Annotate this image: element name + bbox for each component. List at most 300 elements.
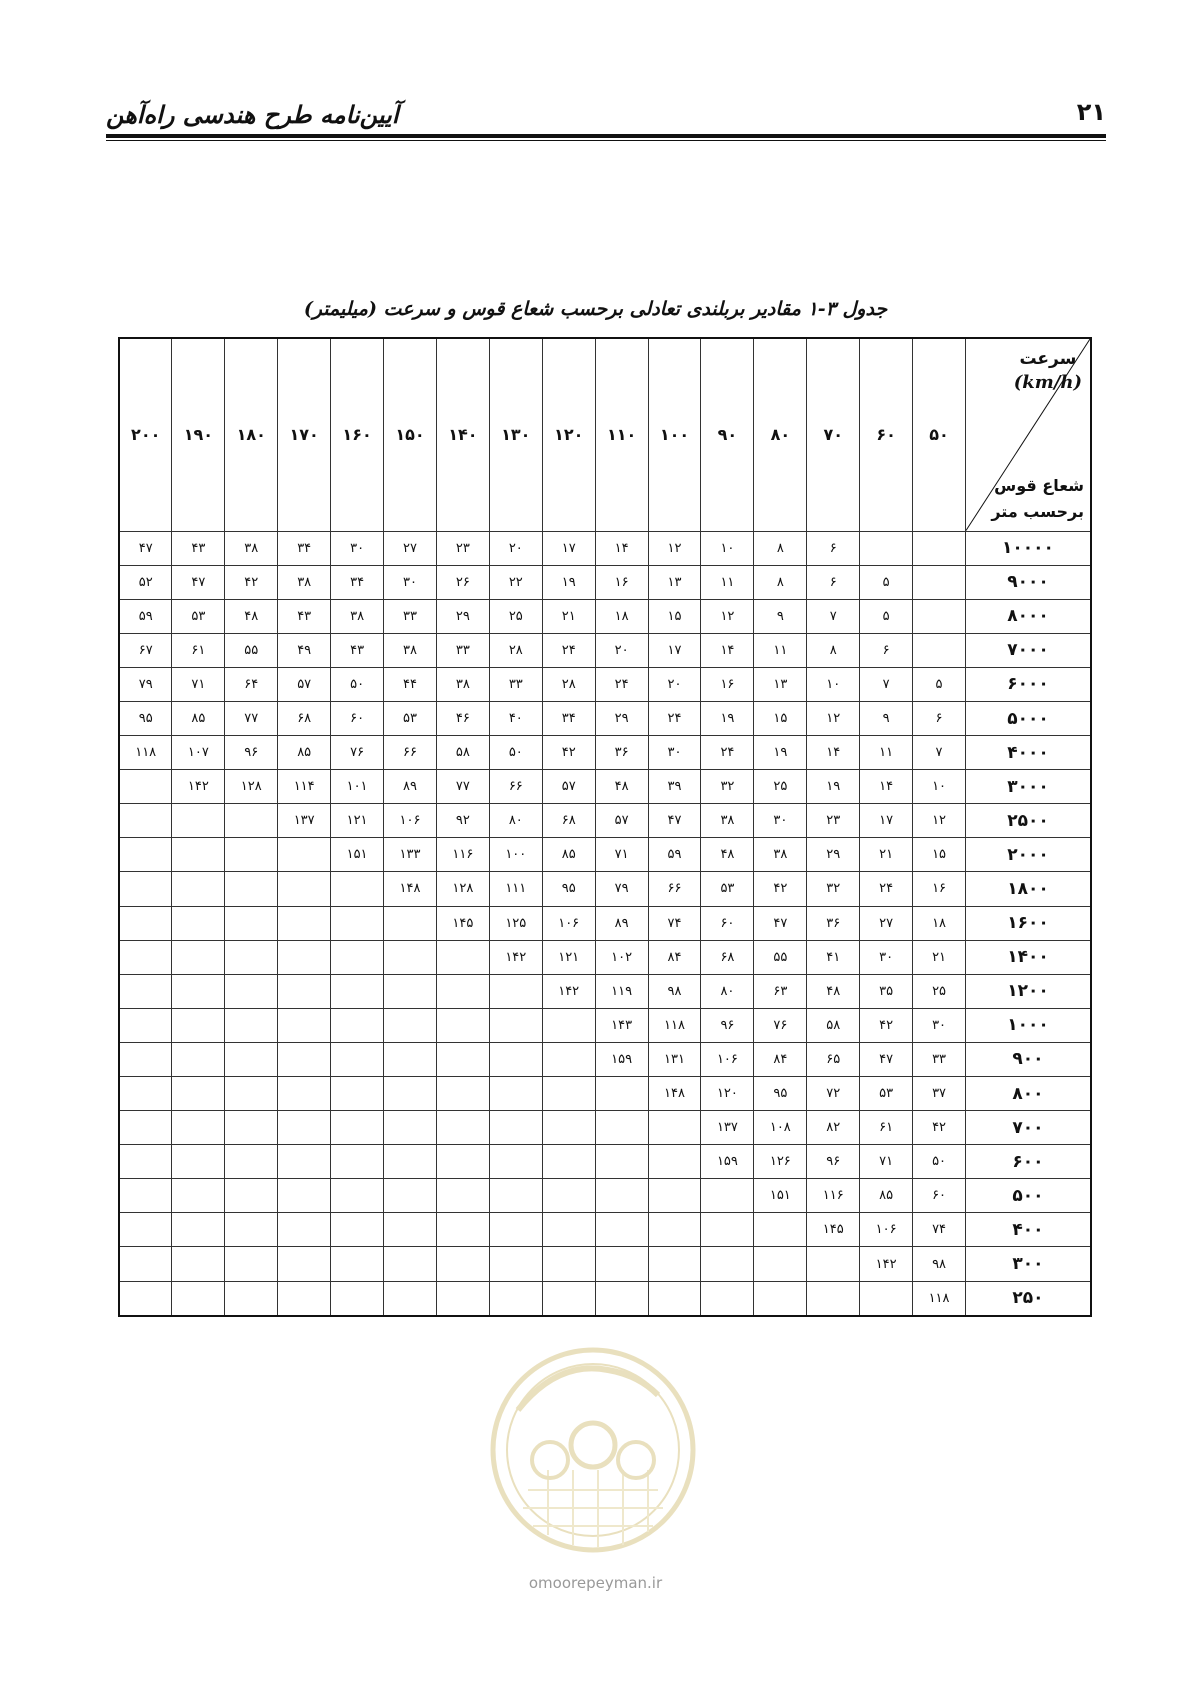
table-row bbox=[119, 599, 1091, 633]
value-cell bbox=[384, 906, 437, 940]
radius-cell: ۸۰۰۰ bbox=[966, 599, 1092, 633]
value-cell: ۱۴۸ bbox=[384, 872, 437, 906]
value-cell: ۱۵ bbox=[754, 701, 807, 735]
table-row bbox=[119, 1042, 1091, 1076]
value-cell bbox=[542, 1213, 595, 1247]
speed-header-cell: ۸۰ bbox=[754, 338, 807, 531]
value-cell: ۱۴۲ bbox=[542, 974, 595, 1008]
value-cell bbox=[489, 1008, 542, 1042]
value-cell: ۱۰ bbox=[913, 770, 966, 804]
value-cell bbox=[384, 1145, 437, 1179]
value-cell: ۹۵ bbox=[754, 1077, 807, 1111]
value-cell bbox=[119, 1111, 172, 1145]
value-cell: ۱۸ bbox=[913, 906, 966, 940]
value-cell bbox=[278, 1213, 331, 1247]
value-cell bbox=[225, 1281, 278, 1316]
value-cell: ۸۰ bbox=[489, 804, 542, 838]
speed-header-cell: ۱۷۰ bbox=[278, 338, 331, 531]
value-cell: ۸۴ bbox=[648, 940, 701, 974]
value-cell: ۱۱۶ bbox=[436, 838, 489, 872]
value-cell: ۴۲ bbox=[542, 736, 595, 770]
value-cell bbox=[595, 1247, 648, 1281]
value-cell: ۱۲ bbox=[807, 701, 860, 735]
value-cell bbox=[384, 940, 437, 974]
value-cell bbox=[436, 1111, 489, 1145]
value-cell bbox=[119, 974, 172, 1008]
value-cell bbox=[542, 1145, 595, 1179]
value-cell: ۹۸ bbox=[648, 974, 701, 1008]
value-cell: ۷ bbox=[913, 736, 966, 770]
value-cell: ۴۲ bbox=[754, 872, 807, 906]
value-cell: ۲۹ bbox=[436, 599, 489, 633]
value-cell bbox=[595, 1179, 648, 1213]
value-cell: ۱۴ bbox=[807, 736, 860, 770]
value-cell: ۹۶ bbox=[807, 1145, 860, 1179]
value-cell bbox=[648, 1111, 701, 1145]
value-cell bbox=[384, 1008, 437, 1042]
value-cell: ۹۶ bbox=[701, 1008, 754, 1042]
value-cell bbox=[278, 974, 331, 1008]
value-cell bbox=[436, 940, 489, 974]
value-cell bbox=[648, 1179, 701, 1213]
value-cell: ۳۰ bbox=[913, 1008, 966, 1042]
value-cell: ۳۰ bbox=[860, 940, 913, 974]
radius-cell: ۷۰۰۰ bbox=[966, 633, 1092, 667]
value-cell: ۲۴ bbox=[648, 701, 701, 735]
value-cell: ۳۰ bbox=[384, 565, 437, 599]
table-row bbox=[119, 1077, 1091, 1111]
value-cell: ۱۳ bbox=[648, 565, 701, 599]
corner-radius-label bbox=[991, 473, 1084, 525]
value-cell: ۱۲ bbox=[913, 804, 966, 838]
value-cell: ۱۰۸ bbox=[754, 1111, 807, 1145]
value-cell bbox=[119, 1213, 172, 1247]
value-cell: ۹۲ bbox=[436, 804, 489, 838]
value-cell: ۱۹ bbox=[807, 770, 860, 804]
value-cell bbox=[542, 1179, 595, 1213]
value-cell bbox=[542, 1008, 595, 1042]
value-cell bbox=[119, 1042, 172, 1076]
value-cell bbox=[278, 940, 331, 974]
value-cell: ۳۸ bbox=[754, 838, 807, 872]
value-cell: ۴۷ bbox=[754, 906, 807, 940]
value-cell bbox=[331, 872, 384, 906]
value-cell: ۵۳ bbox=[172, 599, 225, 633]
value-cell: ۳۷ bbox=[913, 1077, 966, 1111]
value-cell: ۳۰ bbox=[754, 804, 807, 838]
value-cell bbox=[331, 1111, 384, 1145]
value-cell: ۶۷ bbox=[119, 633, 172, 667]
value-cell: ۱۲۰ bbox=[701, 1077, 754, 1111]
radius-cell: ۳۰۰۰ bbox=[966, 770, 1092, 804]
value-cell: ۶۴ bbox=[225, 667, 278, 701]
radius-cell: ۵۰۰ bbox=[966, 1179, 1092, 1213]
value-cell: ۲۴ bbox=[701, 736, 754, 770]
value-cell bbox=[595, 1077, 648, 1111]
value-cell: ۹۵ bbox=[542, 872, 595, 906]
value-cell bbox=[278, 838, 331, 872]
value-cell bbox=[119, 872, 172, 906]
value-cell bbox=[331, 1213, 384, 1247]
value-cell: ۱۶ bbox=[913, 872, 966, 906]
value-cell bbox=[384, 974, 437, 1008]
value-cell bbox=[913, 633, 966, 667]
table-row bbox=[119, 1281, 1091, 1316]
value-cell bbox=[119, 770, 172, 804]
radius-cell: ۹۰۰۰ bbox=[966, 565, 1092, 599]
value-cell: ۸۵ bbox=[542, 838, 595, 872]
header-rule-thick bbox=[106, 134, 1106, 138]
value-cell: ۸۲ bbox=[807, 1111, 860, 1145]
value-cell bbox=[648, 1247, 701, 1281]
value-cell: ۱۴۳ bbox=[595, 1008, 648, 1042]
value-cell: ۶ bbox=[860, 633, 913, 667]
value-cell: ۱۱۹ bbox=[595, 974, 648, 1008]
value-cell: ۳۴ bbox=[331, 565, 384, 599]
value-cell: ۱۰۶ bbox=[860, 1213, 913, 1247]
value-cell bbox=[331, 1281, 384, 1316]
value-cell: ۱۱۸ bbox=[913, 1281, 966, 1316]
watermark-gear-right-icon bbox=[618, 1442, 654, 1478]
speed-header-cell: ۱۹۰ bbox=[172, 338, 225, 531]
value-cell: ۳۸ bbox=[278, 565, 331, 599]
value-cell: ۵۷ bbox=[278, 667, 331, 701]
speed-header-cell: ۷۰ bbox=[807, 338, 860, 531]
watermark-gear-center-icon bbox=[571, 1423, 615, 1467]
value-cell bbox=[384, 1077, 437, 1111]
value-cell bbox=[278, 906, 331, 940]
value-cell: ۲۱ bbox=[542, 599, 595, 633]
value-cell: ۱۲ bbox=[648, 531, 701, 565]
value-cell: ۵۵ bbox=[754, 940, 807, 974]
value-cell: ۴۹ bbox=[278, 633, 331, 667]
value-cell: ۵۰ bbox=[913, 1145, 966, 1179]
page-header bbox=[106, 98, 1106, 138]
value-cell bbox=[807, 1281, 860, 1316]
value-cell: ۹ bbox=[860, 701, 913, 735]
value-cell bbox=[172, 1111, 225, 1145]
value-cell: ۱۹ bbox=[701, 701, 754, 735]
value-cell: ۲۵ bbox=[489, 599, 542, 633]
value-cell: ۷۷ bbox=[225, 701, 278, 735]
value-cell: ۴۲ bbox=[225, 565, 278, 599]
value-cell: ۱۱۴ bbox=[278, 770, 331, 804]
value-cell bbox=[913, 565, 966, 599]
value-cell: ۱۵۱ bbox=[754, 1179, 807, 1213]
value-cell bbox=[225, 872, 278, 906]
value-cell: ۳۸ bbox=[225, 531, 278, 565]
table-row bbox=[119, 872, 1091, 906]
value-cell bbox=[172, 1179, 225, 1213]
watermark-url: omoorepeyman.ir bbox=[528, 1574, 663, 1592]
value-cell bbox=[331, 1042, 384, 1076]
value-cell: ۳۲ bbox=[807, 872, 860, 906]
value-cell bbox=[331, 1247, 384, 1281]
value-cell bbox=[172, 1042, 225, 1076]
speed-header-row bbox=[119, 338, 1091, 531]
radius-cell: ۴۰۰۰ bbox=[966, 736, 1092, 770]
value-cell bbox=[384, 1111, 437, 1145]
value-cell bbox=[754, 1213, 807, 1247]
value-cell bbox=[384, 1281, 437, 1316]
value-cell bbox=[119, 804, 172, 838]
speed-header-cell: ۱۰۰ bbox=[648, 338, 701, 531]
value-cell: ۸۹ bbox=[595, 906, 648, 940]
value-cell: ۳۳ bbox=[913, 1042, 966, 1076]
value-cell: ۱۱ bbox=[701, 565, 754, 599]
value-cell: ۶ bbox=[913, 701, 966, 735]
value-cell: ۱۷ bbox=[860, 804, 913, 838]
value-cell bbox=[542, 1077, 595, 1111]
value-cell bbox=[278, 872, 331, 906]
table-row bbox=[119, 838, 1091, 872]
value-cell bbox=[701, 1179, 754, 1213]
value-cell: ۲۷ bbox=[384, 531, 437, 565]
value-cell: ۵ bbox=[913, 667, 966, 701]
value-cell: ۱۱ bbox=[860, 736, 913, 770]
value-cell bbox=[701, 1213, 754, 1247]
value-cell bbox=[225, 1111, 278, 1145]
value-cell: ۶۵ bbox=[807, 1042, 860, 1076]
value-cell bbox=[331, 1077, 384, 1111]
value-cell: ۵ bbox=[860, 565, 913, 599]
value-cell bbox=[172, 906, 225, 940]
value-cell bbox=[172, 1145, 225, 1179]
value-cell: ۲۱ bbox=[913, 940, 966, 974]
value-cell: ۱۴ bbox=[595, 531, 648, 565]
speed-label: سرعت bbox=[1019, 349, 1077, 369]
value-cell: ۳۴ bbox=[542, 701, 595, 735]
value-cell: ۳۲ bbox=[701, 770, 754, 804]
value-cell: ۹ bbox=[754, 599, 807, 633]
value-cell: ۴۲ bbox=[913, 1111, 966, 1145]
radius-cell: ۳۰۰ bbox=[966, 1247, 1092, 1281]
value-cell: ۱۳۳ bbox=[384, 838, 437, 872]
value-cell bbox=[489, 1281, 542, 1316]
value-cell: ۴۷ bbox=[648, 804, 701, 838]
value-cell: ۸ bbox=[807, 633, 860, 667]
value-cell bbox=[595, 1281, 648, 1316]
table-row bbox=[119, 1145, 1091, 1179]
value-cell bbox=[278, 1281, 331, 1316]
value-cell: ۱۲۸ bbox=[436, 872, 489, 906]
radius-label-line2: برحسب متر bbox=[991, 501, 1084, 521]
value-cell bbox=[225, 1077, 278, 1111]
value-cell bbox=[225, 1247, 278, 1281]
value-cell bbox=[172, 1247, 225, 1281]
value-cell: ۶۰ bbox=[701, 906, 754, 940]
value-cell: ۷۹ bbox=[119, 667, 172, 701]
value-cell: ۶ bbox=[807, 565, 860, 599]
value-cell: ۳۸ bbox=[701, 804, 754, 838]
value-cell: ۷۹ bbox=[595, 872, 648, 906]
value-cell: ۲۰ bbox=[595, 633, 648, 667]
value-cell: ۵۷ bbox=[595, 804, 648, 838]
value-cell: ۱۹ bbox=[542, 565, 595, 599]
value-cell bbox=[119, 940, 172, 974]
radius-cell: ۶۰۰۰ bbox=[966, 667, 1092, 701]
radius-cell: ۲۵۰ bbox=[966, 1281, 1092, 1316]
value-cell: ۴۸ bbox=[225, 599, 278, 633]
value-cell bbox=[436, 1145, 489, 1179]
value-cell: ۱۴۸ bbox=[648, 1077, 701, 1111]
table-row bbox=[119, 531, 1091, 565]
value-cell bbox=[278, 1008, 331, 1042]
value-cell: ۴۰ bbox=[489, 701, 542, 735]
value-cell: ۸ bbox=[754, 565, 807, 599]
value-cell bbox=[489, 1247, 542, 1281]
value-cell: ۷۱ bbox=[595, 838, 648, 872]
value-cell: ۳۹ bbox=[648, 770, 701, 804]
value-cell: ۱۰ bbox=[701, 531, 754, 565]
value-cell bbox=[648, 1145, 701, 1179]
header-rule-thin bbox=[106, 140, 1106, 141]
table-row bbox=[119, 1008, 1091, 1042]
value-cell: ۳۳ bbox=[436, 633, 489, 667]
value-cell bbox=[331, 940, 384, 974]
value-cell bbox=[542, 1111, 595, 1145]
value-cell: ۱۷ bbox=[542, 531, 595, 565]
table-row bbox=[119, 770, 1091, 804]
value-cell: ۱۳۷ bbox=[278, 804, 331, 838]
value-cell: ۲۶ bbox=[436, 565, 489, 599]
value-cell: ۱۵۱ bbox=[331, 838, 384, 872]
value-cell bbox=[225, 1213, 278, 1247]
speed-header-cell: ۱۴۰ bbox=[436, 338, 489, 531]
value-cell: ۶۱ bbox=[860, 1111, 913, 1145]
table-row bbox=[119, 1247, 1091, 1281]
value-cell bbox=[436, 974, 489, 1008]
value-cell: ۴۸ bbox=[701, 838, 754, 872]
value-cell: ۷۴ bbox=[913, 1213, 966, 1247]
value-cell: ۸۵ bbox=[278, 736, 331, 770]
value-cell: ۹۵ bbox=[119, 701, 172, 735]
value-cell bbox=[436, 1213, 489, 1247]
value-cell bbox=[172, 974, 225, 1008]
header-title: آیین‌نامه طرح هندسی راه‌آهن bbox=[106, 100, 399, 129]
radius-cell: ۵۰۰۰ bbox=[966, 701, 1092, 735]
value-cell bbox=[278, 1111, 331, 1145]
value-cell: ۵۳ bbox=[701, 872, 754, 906]
value-cell: ۶۰ bbox=[331, 701, 384, 735]
value-cell: ۱۵۹ bbox=[701, 1145, 754, 1179]
value-cell bbox=[172, 1281, 225, 1316]
value-cell: ۶۶ bbox=[648, 872, 701, 906]
value-cell: ۲۷ bbox=[860, 906, 913, 940]
table-row bbox=[119, 940, 1091, 974]
value-cell: ۱۵ bbox=[913, 838, 966, 872]
radius-cell: ۹۰۰ bbox=[966, 1042, 1092, 1076]
value-cell bbox=[119, 838, 172, 872]
speed-header-cell: ۵۰ bbox=[913, 338, 966, 531]
value-cell: ۶۶ bbox=[489, 770, 542, 804]
value-cell: ۵۸ bbox=[436, 736, 489, 770]
value-cell: ۶۳ bbox=[754, 974, 807, 1008]
value-cell: ۲۸ bbox=[542, 667, 595, 701]
value-cell bbox=[119, 1247, 172, 1281]
value-cell bbox=[172, 804, 225, 838]
value-cell bbox=[172, 940, 225, 974]
value-cell bbox=[119, 1179, 172, 1213]
value-cell: ۲۵ bbox=[754, 770, 807, 804]
value-cell bbox=[331, 906, 384, 940]
speed-header-cell: ۲۰۰ bbox=[119, 338, 172, 531]
speed-header-cell: ۱۲۰ bbox=[542, 338, 595, 531]
value-cell: ۵۲ bbox=[119, 565, 172, 599]
radius-cell: ۱۴۰۰ bbox=[966, 940, 1092, 974]
value-cell bbox=[489, 974, 542, 1008]
value-cell: ۳۵ bbox=[860, 974, 913, 1008]
value-cell: ۸۰ bbox=[701, 974, 754, 1008]
radius-cell: ۶۰۰ bbox=[966, 1145, 1092, 1179]
value-cell: ۲۵ bbox=[913, 974, 966, 1008]
value-cell: ۹۸ bbox=[913, 1247, 966, 1281]
table-row bbox=[119, 804, 1091, 838]
corner-header-cell bbox=[966, 338, 1092, 531]
speed-header-cell: ۱۱۰ bbox=[595, 338, 648, 531]
value-cell: ۳۴ bbox=[278, 531, 331, 565]
value-cell: ۵۹ bbox=[648, 838, 701, 872]
value-cell bbox=[172, 1008, 225, 1042]
value-cell bbox=[119, 1008, 172, 1042]
value-cell: ۵۰ bbox=[331, 667, 384, 701]
value-cell: ۸۴ bbox=[754, 1042, 807, 1076]
value-cell: ۲۱ bbox=[860, 838, 913, 872]
value-cell: ۵۵ bbox=[225, 633, 278, 667]
value-cell: ۴۶ bbox=[436, 701, 489, 735]
value-cell bbox=[542, 1042, 595, 1076]
value-cell: ۲۳ bbox=[807, 804, 860, 838]
value-cell bbox=[119, 906, 172, 940]
value-cell: ۸۵ bbox=[172, 701, 225, 735]
value-cell: ۱۴۲ bbox=[860, 1247, 913, 1281]
value-cell bbox=[489, 1179, 542, 1213]
table-row bbox=[119, 736, 1091, 770]
watermark-gear-left-icon bbox=[532, 1442, 568, 1478]
value-cell bbox=[384, 1213, 437, 1247]
value-cell bbox=[595, 1145, 648, 1179]
radius-cell: ۲۰۰۰ bbox=[966, 838, 1092, 872]
value-cell: ۲۰ bbox=[489, 531, 542, 565]
value-cell: ۵۸ bbox=[807, 1008, 860, 1042]
value-cell: ۵۹ bbox=[119, 599, 172, 633]
value-cell: ۲۹ bbox=[807, 838, 860, 872]
value-cell bbox=[595, 1111, 648, 1145]
value-cell: ۱۳۷ bbox=[701, 1111, 754, 1145]
value-cell bbox=[225, 1042, 278, 1076]
value-cell bbox=[278, 1145, 331, 1179]
value-cell: ۲۴ bbox=[595, 667, 648, 701]
radius-cell: ۱۲۰۰ bbox=[966, 974, 1092, 1008]
radius-cell: ۱۶۰۰ bbox=[966, 906, 1092, 940]
radius-cell: ۱۸۰۰ bbox=[966, 872, 1092, 906]
value-cell bbox=[278, 1042, 331, 1076]
value-cell bbox=[754, 1247, 807, 1281]
value-cell bbox=[648, 1281, 701, 1316]
value-cell bbox=[172, 838, 225, 872]
value-cell: ۱۶ bbox=[595, 565, 648, 599]
value-cell bbox=[331, 1008, 384, 1042]
radius-label-line1: شعاع قوس bbox=[994, 475, 1084, 495]
value-cell: ۷ bbox=[860, 667, 913, 701]
value-cell bbox=[225, 1145, 278, 1179]
value-cell: ۸۵ bbox=[860, 1179, 913, 1213]
value-cell: ۱۰۰ bbox=[489, 838, 542, 872]
corner-speed-label bbox=[1014, 347, 1082, 395]
value-cell: ۶۱ bbox=[172, 633, 225, 667]
value-cell: ۴۱ bbox=[807, 940, 860, 974]
value-cell: ۴۷ bbox=[860, 1042, 913, 1076]
